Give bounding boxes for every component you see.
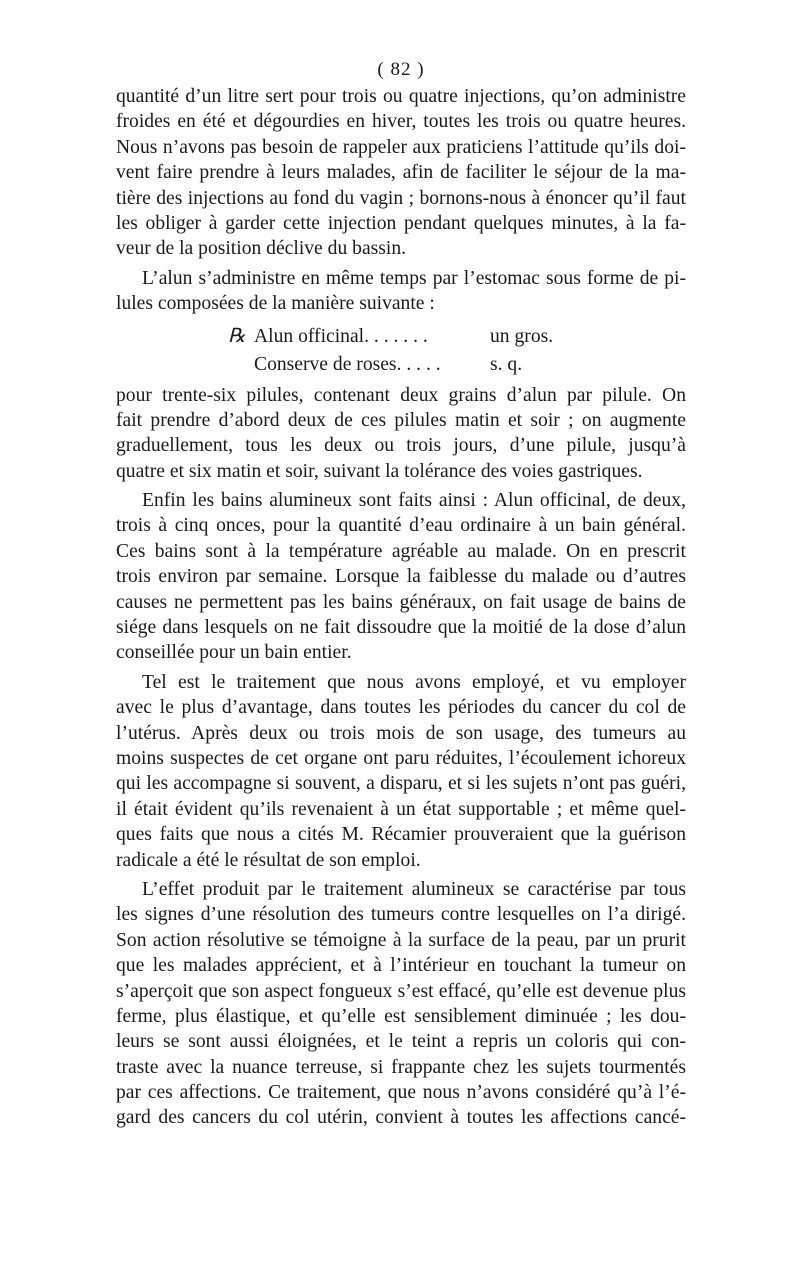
- text-line: leurs se sont aussi éloignées, et le teint a repris un coloris qui con-: [116, 1031, 686, 1053]
- paragraph-injections: [116, 84, 686, 262]
- text-line: L’alun s’administre en même temps par l’estomac sous forme de pi-: [142, 267, 686, 289]
- text-line: ferme, plus élastique, et qu’elle est sensiblement diminuée ; les dou-: [116, 1005, 686, 1027]
- text-line: l’utérus. Après deux ou trois mois de son usage, des tumeurs au: [116, 722, 686, 744]
- text-line: Son action résolutive se témoigne à la surface de la peau, par un prurit: [116, 929, 686, 951]
- text-line: lules composées de la manière suivante :: [116, 293, 435, 315]
- text-line: tière des injections au fond du vagin ; bornons-nous à énoncer qu’il faut: [116, 187, 686, 209]
- recipe-row: [116, 323, 686, 351]
- text-line: que les malades apprécient, et à l’intérieur en touchant la tumeur on: [116, 955, 686, 977]
- text-line: siége dans lesquels on ne fait dissoudre que la moitié de la dose d’alun: [116, 617, 686, 639]
- book-page: [116, 58, 686, 1131]
- recipe-quantity: s. q.: [490, 353, 523, 375]
- text-line: causes ne permettent pas les bains généraux, on fait usage de bains de: [116, 591, 686, 613]
- text-line: fait prendre d’abord deux de ces pilules matin et soir ; on augmente: [116, 409, 686, 431]
- text-line: par ces affections. Ce traitement, que nous n’avons considéré qu’à l’é-: [116, 1082, 686, 1104]
- text-line: quatre et six matin et soir, suivant la tolérance des voies gastriques.: [116, 460, 643, 482]
- recipe-ingredient: Conserve de roses. . . . .: [254, 353, 441, 375]
- text-line: ques faits que nous a cités M. Récamier prouveraient que la guérison: [116, 824, 686, 846]
- text-line: gard des cancers du col utérin, convient à toutes les affections cancé-: [116, 1107, 686, 1129]
- text-line: pour trente-six pilules, contenant deux grains d’alun par pilule. On: [116, 384, 686, 406]
- paragraph-effet: [116, 877, 686, 1131]
- text-line: vent faire prendre à leurs malades, afin de faciliter le séjour de la ma-: [116, 162, 686, 184]
- paragraph-alun-estomac: [116, 266, 686, 317]
- text-line: trois à cinq onces, pour la quantité d’eau ordinaire à un bain général.: [116, 515, 686, 537]
- text-line: quantité d’un litre sert pour trois ou quatre injections, qu’on administre: [116, 86, 686, 107]
- text-line: qui les accompagne si souvent, a disparu, et si les sujets n’ont pas guéri,: [116, 773, 686, 795]
- recipe-row: [116, 351, 686, 379]
- text-line: veur de la position déclive du bassin.: [116, 238, 407, 260]
- text-line: les signes d’une résolution des tumeurs contre lesquelles on l’a dirigé.: [116, 904, 686, 926]
- text-line: avec le plus d’avantage, dans toutes les périodes du cancer du col de: [116, 697, 686, 719]
- text-line: Enfin les bains alumineux sont faits ainsi : Alun officinal, de deux,: [142, 490, 686, 512]
- recipe-block: [116, 323, 686, 379]
- page-number: ( 82 ): [377, 59, 425, 80]
- text-line: L’effet produit par le traitement alumineux se caractérise par tous: [142, 878, 686, 900]
- recipe-quantity: un gros.: [490, 325, 554, 347]
- text-line: conseillée pour un bain entier.: [116, 642, 352, 664]
- text-line: les obliger à garder cette injection pendant quelques minutes, à la fa-: [116, 212, 686, 234]
- text-line: il était évident qu’ils revenaient à un état supportable ; et même quel-: [116, 798, 686, 820]
- text-line: trois environ par semaine. Lorsque la faiblesse du malade ou d’autres: [116, 566, 686, 588]
- recipe-symbol-icon: ℞: [228, 325, 246, 347]
- paragraph-traitement: [116, 670, 686, 873]
- text-line: froides en été et dégourdies en hiver, toutes les trois ou quatre heures.: [116, 111, 686, 133]
- text-line: moins suspectes de cet organe ont paru réduites, l’écoulement ichoreux: [116, 747, 686, 769]
- recipe-ingredient: Alun officinal. . . . . . .: [254, 325, 428, 347]
- text-line: radicale a été le résultat de son emploi.: [116, 849, 421, 871]
- text-line: Ces bains sont à la température agréable au malade. On en prescrit: [116, 540, 686, 562]
- paragraph-bains: [116, 488, 686, 666]
- text-line: Nous n’avons pas besoin de rappeler aux praticiens l’attitude qu’ils doi-: [116, 136, 686, 158]
- text-line: Tel est le traitement que nous avons employé, et vu employer: [142, 671, 686, 693]
- paragraph-pilules: [116, 383, 686, 485]
- text-line: s’aperçoit que son aspect fongueux s’est effacé, qu’elle est devenue plus: [116, 980, 686, 1002]
- text-line: traste avec la nuance terreuse, si frappante chez les sujets tourmentés: [116, 1056, 686, 1078]
- text-line: graduellement, tous les deux ou trois jours, d’une pilule, jusqu’à: [116, 435, 686, 457]
